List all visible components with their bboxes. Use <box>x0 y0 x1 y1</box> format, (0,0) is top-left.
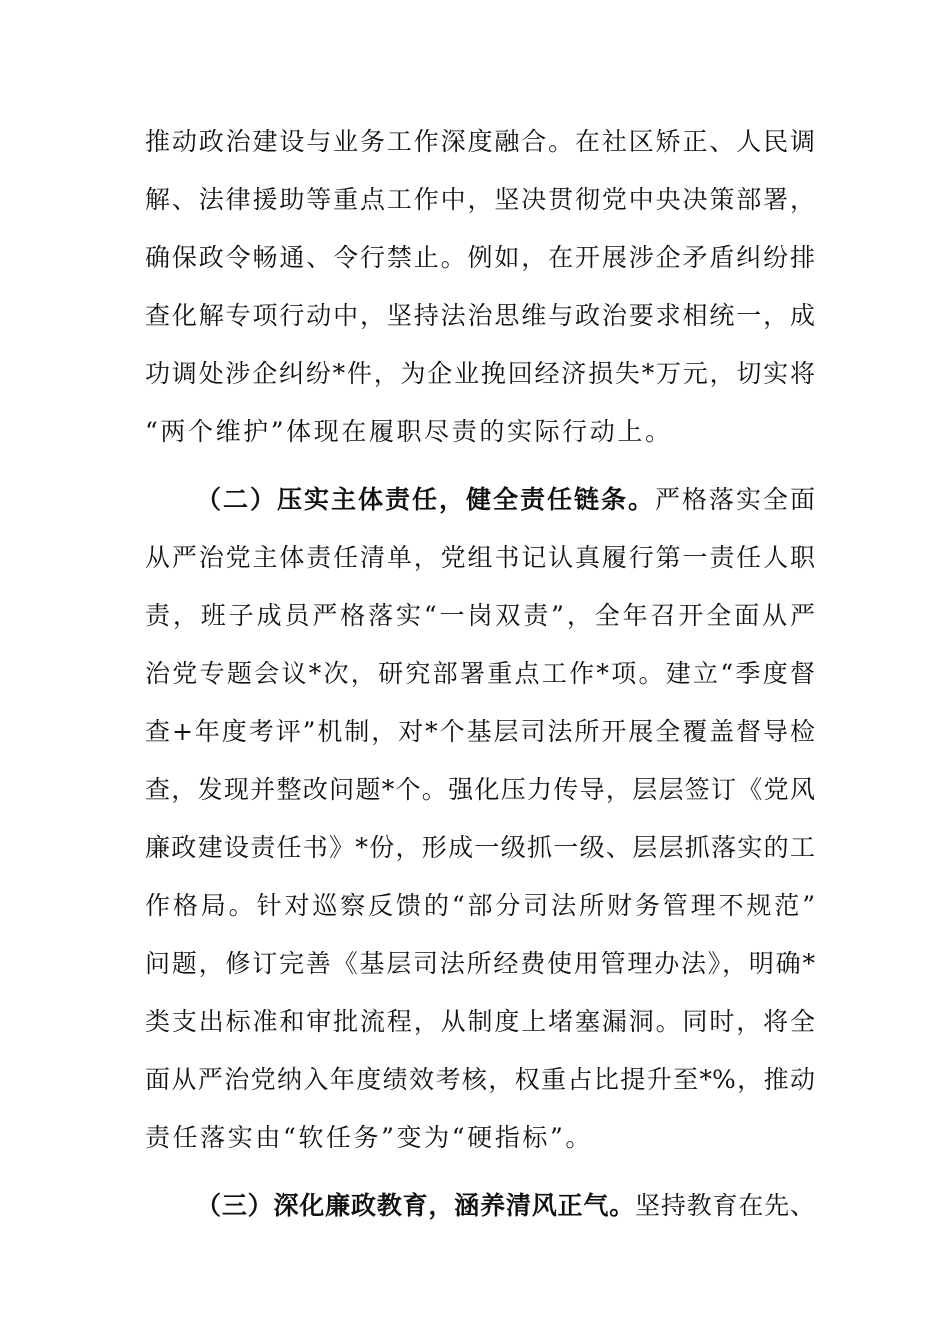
body-text-line: 作格局。针对巡察反馈的“部分司法所财务管理不规范” <box>145 891 815 920</box>
body-text-line: 查，发现并整改问题*个。强化压力传导，层层签订《党风 <box>145 775 815 804</box>
body-text-line: 从严治党主体责任清单，党组书记认真履行第一责任人职 <box>145 543 815 572</box>
section-3-text-start: 坚持教育在先、 <box>635 1191 815 1220</box>
section-3-first-line <box>196 1186 815 1226</box>
body-text-line: 面从严治党纳入年度绩效考核，权重占比提升至*%，推动 <box>145 1065 815 1094</box>
body-text-line: 类支出标准和审批流程，从制度上堵塞漏洞。同时，将全 <box>145 1007 815 1036</box>
body-text-line: 功调处涉企纠纷*件，为企业挽回经济损失*万元，切实将 <box>145 359 815 388</box>
body-text-line: “两个维护”体现在履职尽责的实际行动上。 <box>145 417 673 446</box>
body-text-line: 推动政治建设与业务工作深度融合。在社区矫正、人民调 <box>145 127 815 156</box>
section-2-text-start: 严格落实全面 <box>654 485 815 514</box>
body-text-line: 解、法律援助等重点工作中，坚决贯彻党中央决策部署， <box>145 185 815 214</box>
body-text-line: 责，班子成员严格落实“一岗双责”，全年召开全面从严 <box>145 601 815 630</box>
body-text-line: 查+年度考评”机制，对*个基层司法所开展全覆盖督导检 <box>145 717 815 746</box>
body-text-line: 责任落实由“软任务”变为“硬指标”。 <box>145 1123 593 1152</box>
body-text-line: 廉政建设责任书》*份，形成一级抓一级、层层抓落实的工 <box>145 833 815 862</box>
body-text-line: 查化解专项行动中，坚持法治思维与政治要求相统一，成 <box>145 301 815 330</box>
section-2-first-line <box>196 480 815 520</box>
section-3-heading: （三）深化廉政教育，涵养清风正气。 <box>196 1191 636 1220</box>
body-text-line: 问题，修订完善《基层司法所经费使用管理办法》，明确* <box>145 949 815 978</box>
body-text-line: 确保政令畅通、令行禁止。例如，在开展涉企矛盾纠纷排 <box>145 243 815 272</box>
body-text-line: 治党专题会议*次，研究部署重点工作*项。建立“季度督 <box>145 659 815 688</box>
section-2-heading: （二）压实主体责任，健全责任链条。 <box>196 485 655 514</box>
